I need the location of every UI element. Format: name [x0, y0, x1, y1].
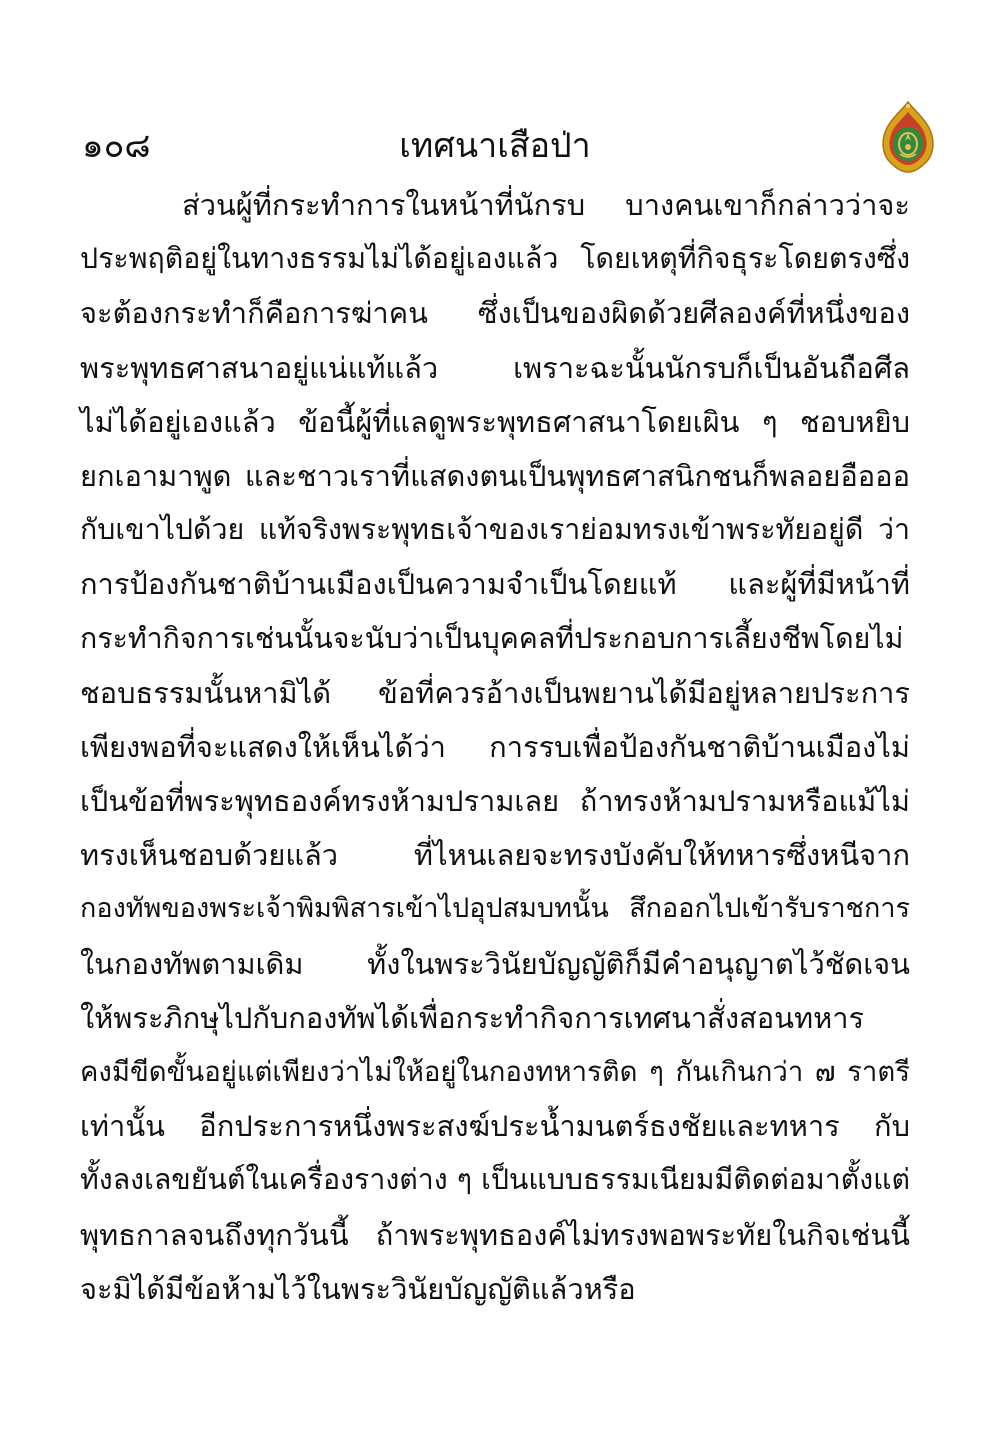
emblem-logo	[876, 100, 940, 174]
paragraph-line: เป็นข้อที่พระพุทธองค์ทรงห้ามปรามเลย ถ้าทรงห้ามปรามหรือแม้ไม่	[80, 784, 910, 819]
body-text	[80, 178, 910, 1316]
paragraph-line: เพียงพอที่จะแสดงให้เห็นได้ว่า การรบเพื่อป้องกันชาติบ้านเมืองไม่	[80, 729, 910, 764]
paragraph-line: พระพุทธศาสนาอยู่แน่แท้แล้ว เพราะฉะนั้นนักรบก็เป็นอันถือศีล	[80, 350, 910, 385]
paragraph-line: กองทัพของพระเจ้าพิมพิสารเข้าไปอุปสมบทนั้น สึกออกไปเข้ารับราชการ	[80, 893, 910, 925]
paragraph-line: การป้องกันชาติบ้านเมืองเป็นความจำเป็นโดยแท้ และผู้ที่มีหน้าที่	[80, 567, 910, 602]
paragraph-line: ทรงเห็นชอบด้วยแล้ว ที่ไหนเลยจะทรงบังคับให้ทหารซึ่งหนีจาก	[80, 838, 910, 873]
paragraph-line: ประพฤติอยู่ในทางธรรมไม่ได้อยู่เองแล้ว โดยเหตุที่กิจธุระโดยตรงซึ่ง	[80, 242, 910, 276]
running-title: เทศนาเสือป่า	[399, 126, 591, 166]
paragraph-line: เท่านั้น อีกประการหนึ่งพระสงฆ์ประน้ำมนตร์ธงชัยและทหาร กับ	[80, 1109, 910, 1144]
paragraph-line: จะต้องกระทำก็คือการฆ่าคน ซึ่งเป็นของผิดด้วยศีลองค์ที่หนึ่งของ	[80, 296, 910, 331]
paragraph-line: ในกองทัพตามเดิม ทั้งในพระวินัยบัญญัติก็มีคำอนุญาตไว้ชัดเจน	[80, 946, 910, 981]
paragraph-first-line: ส่วนผู้ที่กระทำการในหน้าที่นักรบ บางคนเขาก็กล่าวว่าจะ	[182, 188, 910, 222]
paragraph-line: ให้พระภิกษุไปกับกองทัพได้เพื่อกระทำกิจการเทศนาสั่งสอนทหาร	[80, 1000, 865, 1035]
page-header	[0, 118, 990, 170]
page-number: ๑๐๘	[82, 126, 151, 166]
paragraph-line: ชอบธรรมนั้นหามิได้ ข้อที่ควรอ้างเป็นพยานได้มีอยู่หลายประการ	[80, 675, 910, 710]
paragraph-line: จะมิได้มีข้อห้ามไว้ในพระวินัยบัญญัติแล้วหรือ	[80, 1271, 636, 1306]
paragraph-line: ทั้งลงเลขยันต์ในเครื่องรางต่าง ๆ เป็นแบบธรรมเนียมมีติดต่อมาตั้งแต่	[80, 1163, 910, 1197]
paragraph-line: กับเขาไปด้วย แท้จริงพระพุทธเจ้าของเราย่อมทรงเข้าพระทัยอยู่ดี ว่า	[80, 513, 910, 547]
paragraph-line: ไม่ได้อยู่เองแล้ว ข้อนี้ผู้ที่แลดูพระพุทธศาสนาโดยเผิน ๆ ชอบหยิบ	[80, 404, 910, 439]
paragraph-line: พุทธกาลจนถึงทุกวันนี้ ถ้าพระพุทธองค์ไม่ทรงพอพระทัยในกิจเช่นนี้	[80, 1217, 910, 1252]
paragraph-line: คงมีขีดขั้นอยู่แต่เพียงว่าไม่ให้อยู่ในกองทหารติด ๆ กันเกินกว่า ๗ ราตรี	[80, 1056, 910, 1088]
emblem-icon	[876, 100, 940, 174]
paragraph-line: ยกเอามาพูด และชาวเราที่แสดงตนเป็นพุทธศาสนิกชนก็พลอยอือออ	[80, 458, 910, 493]
paragraph-line: กระทำกิจการเช่นนั้นจะนับว่าเป็นบุคคลที่ประกอบการเลี้ยงชีพโดยไม่	[80, 621, 904, 655]
